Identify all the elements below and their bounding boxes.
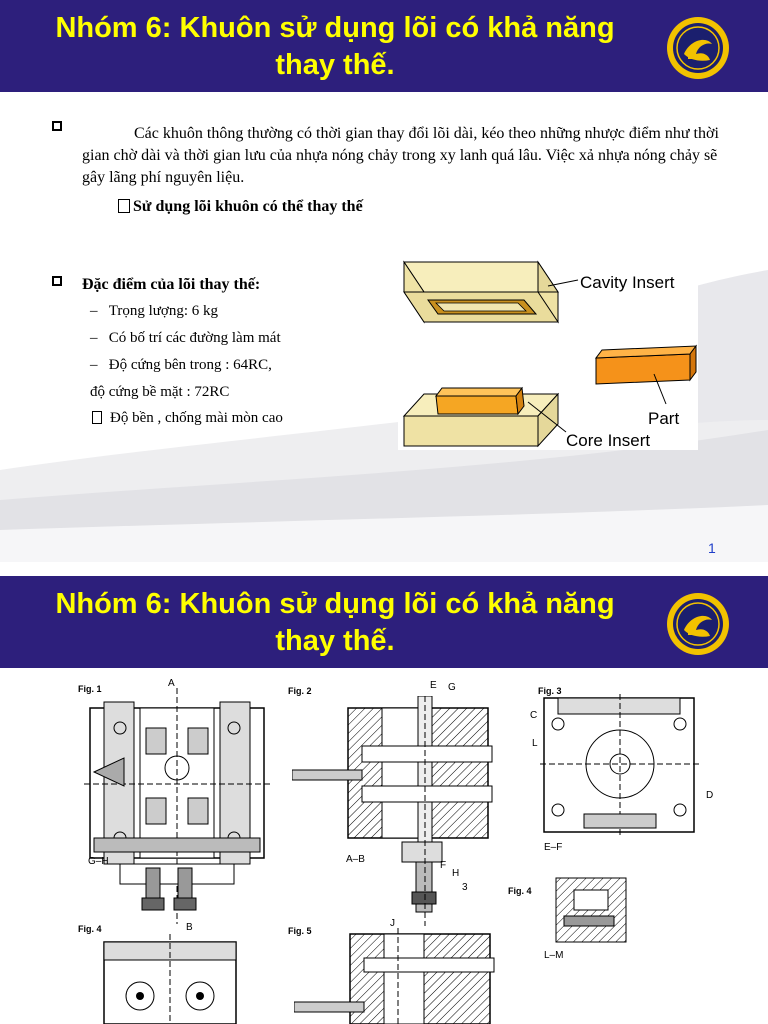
slide-gap bbox=[0, 562, 768, 576]
drawing-mark: G bbox=[448, 682, 456, 693]
mold-drawing-fig5 bbox=[294, 928, 498, 1024]
slide-header bbox=[0, 0, 768, 92]
fig-label: Fig. 2 bbox=[288, 686, 312, 696]
intro-paragraph: Các khuôn thông thường có thời gian thay đổi lõi dài, kéo theo những nhược điểm như thời gian chờ dài và thời gian lưu của nhựa nóng chảy trong xy lanh quá lâu. Việc xả nhựa nóng chảy sẽ gây lãng phí nguyên liệu. bbox=[82, 125, 719, 186]
fig-label: Fig. 5 bbox=[288, 926, 312, 936]
fig-label: Fig. 4 bbox=[508, 886, 532, 896]
mold-drawing-fig4 bbox=[100, 934, 240, 1024]
drawing-mark: C bbox=[530, 710, 538, 721]
drawing-mark: B bbox=[186, 922, 193, 933]
drawing-mark: E bbox=[430, 680, 437, 691]
section-label: L–M bbox=[544, 950, 564, 961]
bullet-square-icon bbox=[52, 121, 62, 131]
page-number: 1 bbox=[708, 540, 716, 556]
feature-continuation: độ cứng bề mặt : 72RC bbox=[90, 384, 230, 400]
arrow-icon bbox=[92, 411, 102, 424]
core-insert-label: Core Insert bbox=[566, 431, 651, 450]
fig-label: Fig. 4 bbox=[78, 924, 102, 934]
drawing-mark: 3 bbox=[462, 882, 468, 893]
feature-item: – Trọng lượng: 6 kg bbox=[90, 303, 219, 319]
slide-header bbox=[0, 576, 768, 668]
mold-drawing-fig4-detail bbox=[554, 876, 628, 944]
slide-title: Nhóm 6: Khuôn sử dụng lõi có khả năng thay thế. bbox=[55, 12, 615, 81]
drawing-mark: D bbox=[706, 790, 714, 801]
section-label: G–H bbox=[88, 856, 109, 867]
drawing-mark: J bbox=[390, 918, 395, 929]
section-label: E–F bbox=[544, 842, 563, 853]
university-logo-icon bbox=[666, 16, 730, 80]
university-logo-icon bbox=[666, 592, 730, 656]
fig-label: Fig. 3 bbox=[538, 686, 562, 696]
slide-2 bbox=[0, 576, 768, 1024]
section-label: A–B bbox=[346, 854, 365, 865]
mold-drawing-fig3 bbox=[540, 694, 700, 838]
feature-item: – Có bố trí các đường làm mát bbox=[90, 330, 281, 346]
feature-item: – Độ cứng bên trong : 64RC, bbox=[90, 357, 272, 373]
mold-drawing-fig1 bbox=[84, 688, 270, 924]
bullet-square-icon bbox=[52, 276, 62, 286]
drawing-mark: F bbox=[440, 860, 447, 871]
insert-diagram bbox=[398, 256, 698, 450]
features-heading: Đặc điểm của lõi thay thế: bbox=[82, 276, 261, 293]
drawing-mark: A bbox=[168, 678, 175, 689]
drawing-mark: H bbox=[452, 868, 460, 879]
part-label: Part bbox=[648, 409, 680, 428]
arrow-icon bbox=[118, 199, 130, 213]
mold-drawing-fig2 bbox=[292, 696, 502, 926]
result-line: Độ bền , chống mài mòn cao bbox=[92, 407, 283, 429]
fig-label: Fig. 1 bbox=[78, 684, 102, 694]
conclusion-line bbox=[118, 196, 363, 218]
drawing-mark: L bbox=[532, 738, 538, 749]
conclusion-text: Sử dụng lõi khuôn có thể thay thế bbox=[133, 198, 363, 215]
slide-title: Nhóm 6: Khuôn sử dụng lõi có khả năng thay thế. bbox=[55, 588, 615, 657]
cavity-insert-label: Cavity Insert bbox=[580, 273, 675, 292]
